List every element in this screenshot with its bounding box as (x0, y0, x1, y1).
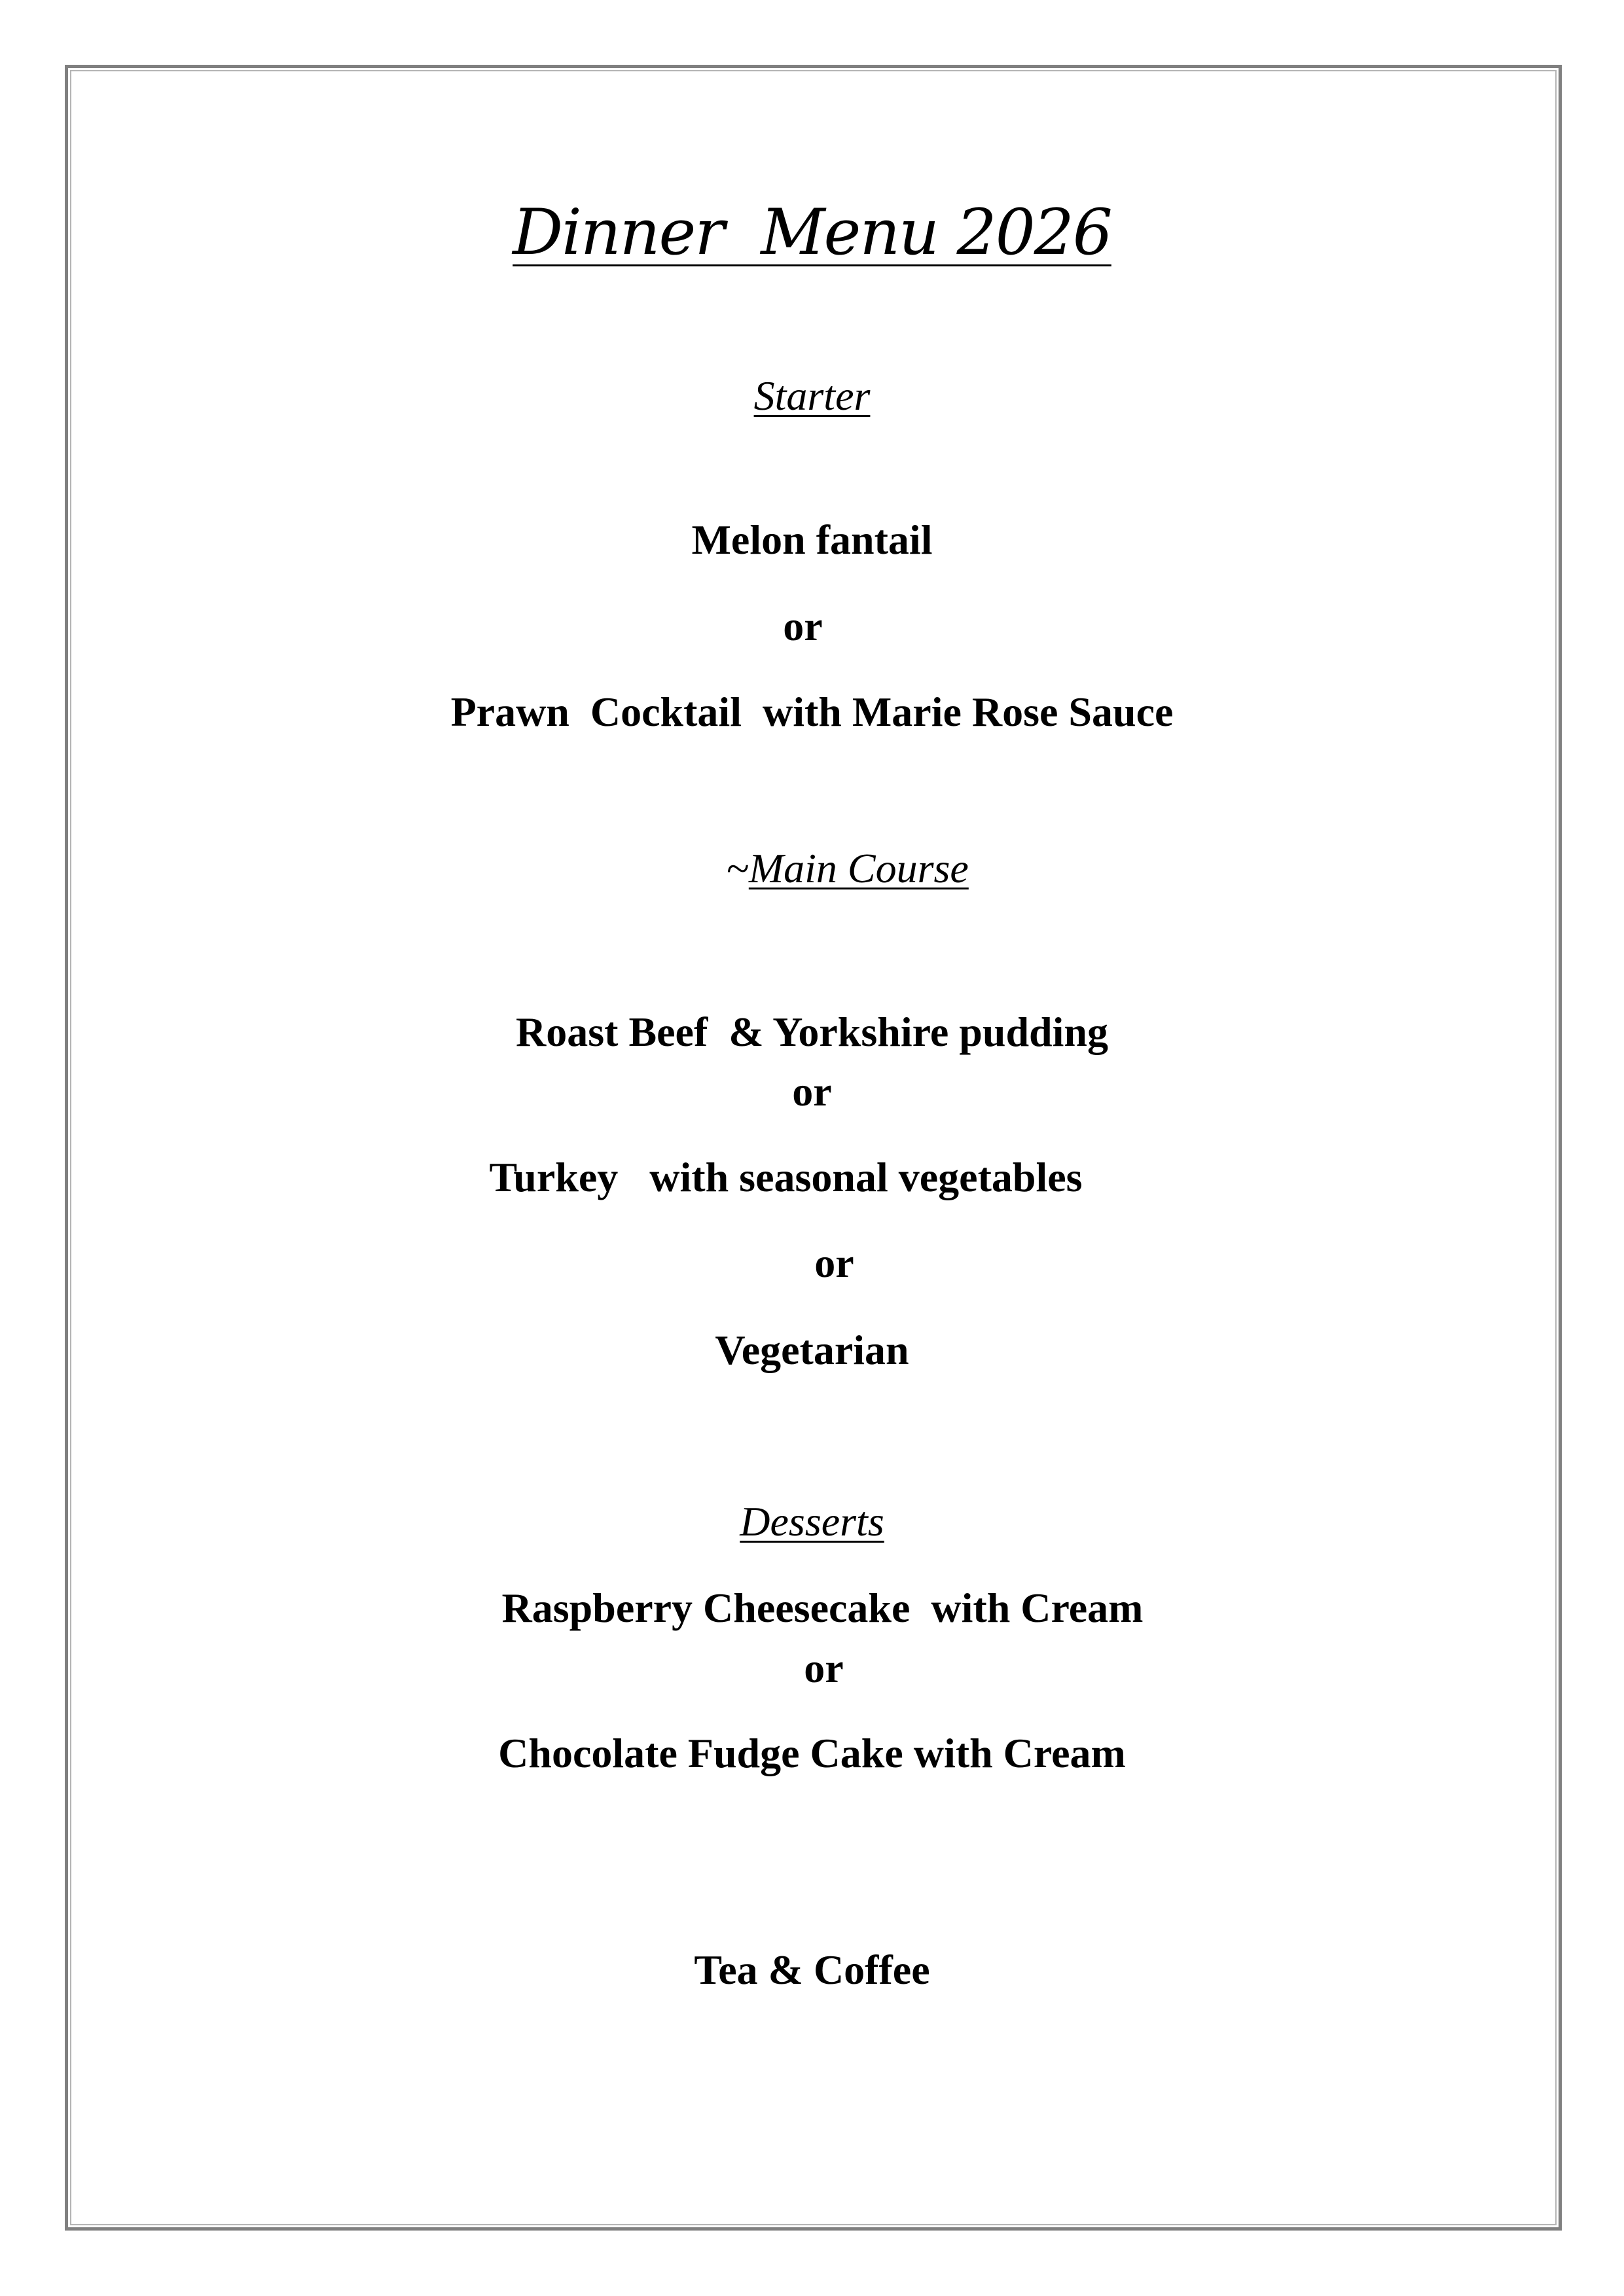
dessert-item-cheesecake: Raspberry Cheesecake with Cream (501, 1585, 1144, 1631)
dessert-item-fudge-cake: Chocolate Fudge Cake with Cream (498, 1730, 1126, 1776)
starter-item-melon: Melon fantail (691, 516, 933, 563)
main-item-roast-beef: Roast Beef & Yorkshire pudding (516, 1009, 1108, 1055)
closing-tea-coffee: Tea & Coffee (694, 1946, 930, 1993)
main-item-vegetarian: Vegetarian (715, 1327, 909, 1373)
desserts-heading: Desserts (740, 1498, 884, 1545)
starter-or: or (783, 603, 823, 649)
desserts-or: or (804, 1645, 844, 1691)
main-item-turkey: Turkey with seasonal vegetables (489, 1154, 1083, 1200)
menu-title: Dinner Menu 2026 (513, 196, 1111, 269)
main-or-2: or (814, 1240, 854, 1286)
starter-item-prawn: Prawn Cocktail with Marie Rose Sauce (450, 689, 1174, 735)
main-or-1: or (792, 1068, 832, 1115)
starter-heading: Starter (753, 372, 871, 419)
main-course-tilde: ~ (726, 845, 749, 891)
main-course-heading: Main Course (748, 845, 969, 891)
main-course-heading-row (33, 837, 1624, 889)
